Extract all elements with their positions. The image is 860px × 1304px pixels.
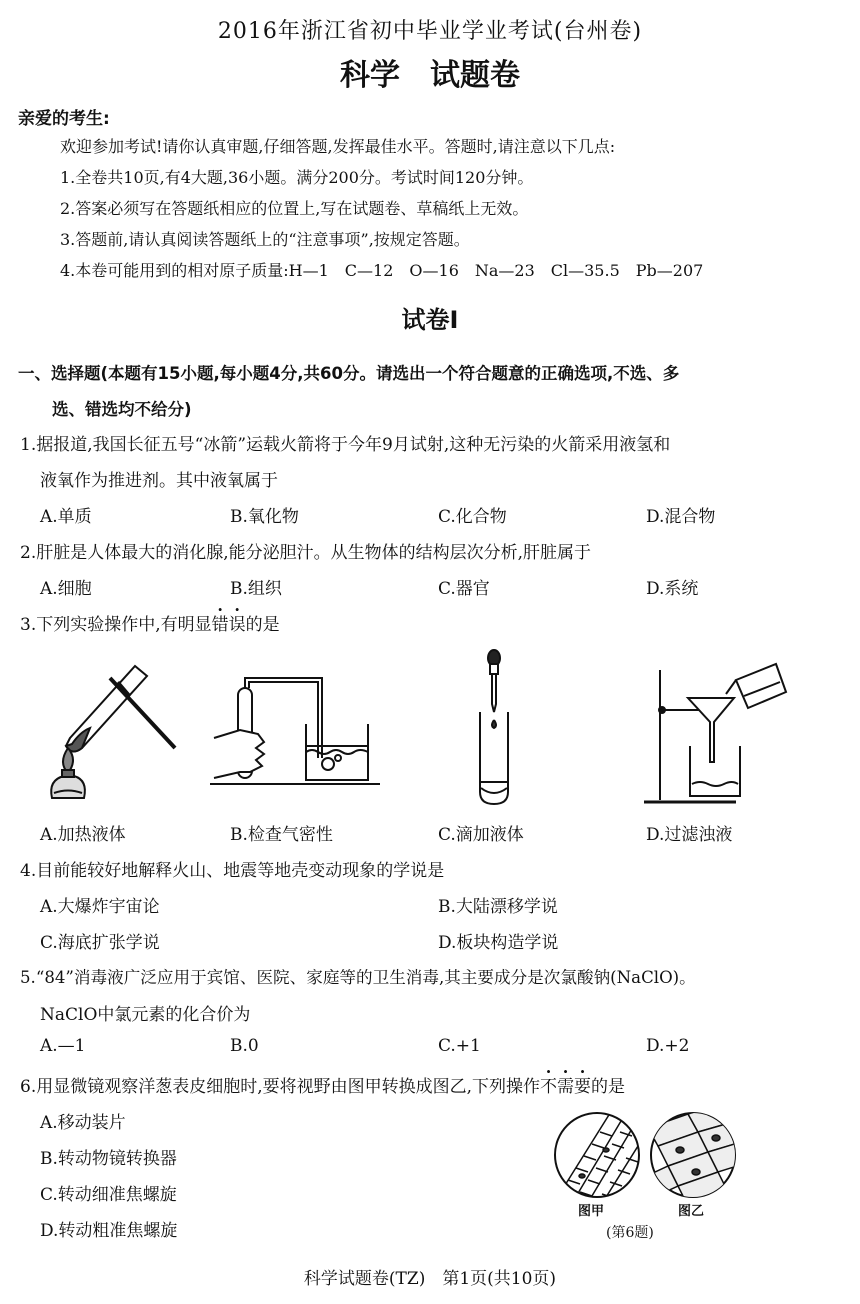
- q5-option-a: A.—1: [40, 1036, 86, 1056]
- emphasis-char: 误: [228, 615, 246, 635]
- q3-stem: 3.下列实验操作中,有明显错误的是: [20, 610, 280, 635]
- microscope-view-a-figure: [552, 1110, 642, 1200]
- q2-stem: 2.肝脏是人体最大的消化腺,能分泌胆汁。从生物体的结构层次分析,肝脏属于: [20, 543, 592, 563]
- instruction-intro: 欢迎参加考试!请你认真审题,仔细答题,发挥最佳水平。答题时,请注意以下几点:: [60, 137, 616, 156]
- exam-subtitle: 科学 试题卷: [340, 58, 520, 93]
- part-heading-line1: 一、选择题(本题有15小题,每小题4分,共60分。请选出一个符合题意的正确选项,不选、多: [18, 364, 680, 383]
- q3-option-a: A.加热液体: [40, 825, 126, 845]
- q6-option-b: B.转动物镜转换器: [40, 1149, 177, 1169]
- instruction-2: 2.答案必须写在答题纸相应的位置上,写在试题卷、草稿纸上无效。: [60, 199, 529, 218]
- q3-option-d: D.过滤浊液: [646, 825, 733, 845]
- q3-option-b: B.检查气密性: [230, 825, 333, 845]
- q2-option-a: A.细胞: [40, 579, 92, 599]
- microscope-view-b-figure: [648, 1110, 738, 1200]
- fig-caption: (第6题): [606, 1225, 654, 1241]
- instruction-4: 4.本卷可能用到的相对原子质量:H—1 C—12 O—16 Na—23 Cl—35.5 Pb—207: [60, 261, 704, 280]
- q1-option-c: C.化合物: [438, 507, 507, 527]
- q4-option-b: B.大陆漂移学说: [438, 897, 558, 917]
- q6-option-a: A.移动装片: [40, 1113, 126, 1133]
- heating-liquid-figure: [40, 648, 190, 808]
- instruction-1: 1.全卷共10页,有4大题,36小题。满分200分。考试时间120分钟。: [60, 168, 534, 187]
- emphasis-char: 需: [557, 1077, 575, 1097]
- q4-option-d: D.板块构造学说: [438, 933, 559, 953]
- instruction-3: 3.答题前,请认真阅读答题纸上的“注意事项”,按规定答题。: [60, 230, 470, 249]
- q5-stem-line2: NaClO中氯元素的化合价为: [40, 1005, 251, 1025]
- q4-stem: 4.目前能较好地解释火山、地震等地壳变动现象的学说是: [20, 861, 445, 881]
- q1-stem-line1: 1.据报道,我国长征五号“冰箭”运载火箭将于今年9月试射,这种无污染的火箭采用液氢和: [20, 435, 671, 455]
- q6-stem: 6.用显微镜观察洋葱表皮细胞时,要将视野由图甲转换成图乙,下列操作不需要的是: [20, 1072, 625, 1097]
- greeting: 亲爱的考生:: [18, 109, 110, 129]
- section-title: 试卷Ⅰ: [401, 306, 459, 334]
- q1-stem-line2: 液氧作为推进剂。其中液氧属于: [40, 471, 278, 491]
- fig-label-jia: 图甲: [578, 1204, 605, 1219]
- q1-option-d: D.混合物: [646, 507, 716, 527]
- q3-option-c: C.滴加液体: [438, 825, 524, 845]
- emphasis-char: 不: [540, 1077, 558, 1097]
- q6-option-d: D.转动粗准焦螺旋: [40, 1221, 178, 1241]
- exam-title: 2016年浙江省初中毕业学业考试(台州卷): [217, 19, 643, 44]
- q5-option-c: C.+1: [438, 1036, 481, 1056]
- q5-option-b: B.0: [230, 1036, 259, 1056]
- emphasis-char: 要: [574, 1077, 592, 1097]
- dropping-liquid-figure: [470, 648, 520, 808]
- emphasis-char: 错: [211, 615, 229, 635]
- q1-option-b: B.氧化物: [230, 507, 299, 527]
- q2-option-d: D.系统: [646, 579, 699, 599]
- q5-stem-line1: 5.“84”消毒液广泛应用于宾馆、医院、家庭等的卫生消毒,其主要成分是次氯酸钠(NaClO)。: [20, 968, 696, 987]
- page-footer: 科学试题卷(TZ) 第1页(共10页): [303, 1269, 557, 1289]
- part-heading-line2: 选、错选均不给分): [52, 400, 192, 419]
- q4-option-c: C.海底扩张学说: [40, 933, 160, 953]
- q2-option-b: B.组织: [230, 579, 282, 599]
- q5-option-d: D.+2: [646, 1036, 690, 1056]
- airtightness-figure: [210, 668, 380, 788]
- q4-option-a: A.大爆炸宇宙论: [40, 897, 160, 917]
- fig-label-yi: 图乙: [678, 1204, 705, 1219]
- filtering-figure: [640, 650, 790, 810]
- q6-option-c: C.转动细准焦螺旋: [40, 1185, 177, 1205]
- q2-option-c: C.器官: [438, 579, 490, 599]
- q1-option-a: A.单质: [40, 507, 92, 527]
